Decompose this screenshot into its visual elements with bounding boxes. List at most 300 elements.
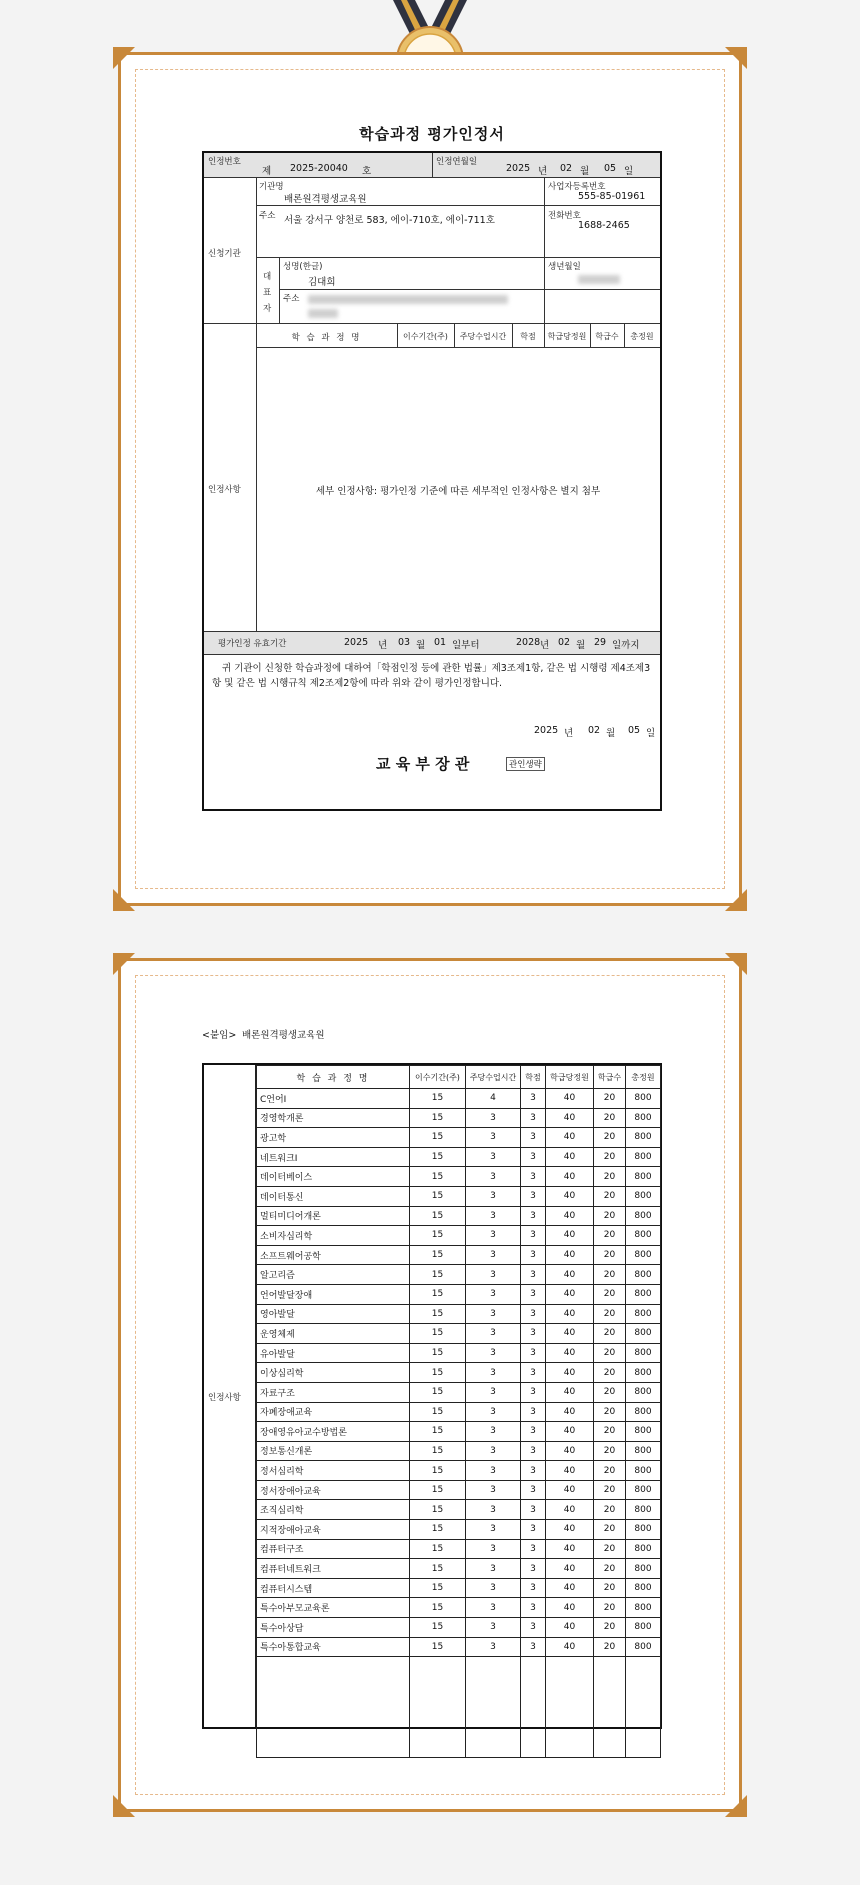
table-row <box>257 1108 661 1128</box>
course-value-cell: 15 <box>410 1108 466 1128</box>
course-value-cell: 20 <box>594 1284 626 1304</box>
cert-date-month-unit: 월 <box>580 166 590 177</box>
course-name-cell: 소비자심리학 <box>257 1226 410 1246</box>
course-value-cell: 3 <box>466 1304 521 1324</box>
phone-label: 전화번호 <box>548 211 581 221</box>
course-value-cell: 3 <box>466 1108 521 1128</box>
issue-year: 2025 <box>534 725 559 736</box>
course-value-cell: 40 <box>546 1226 594 1246</box>
course-value-cell: 15 <box>410 1167 466 1187</box>
table-row <box>257 1382 661 1402</box>
document-title: 학습과정 평가인정서 <box>359 125 505 143</box>
course-value-cell: 3 <box>466 1128 521 1148</box>
detail-note: 세부 인정사항: 평가인정 기준에 따른 세부적인 인정사항은 별지 첨부 <box>315 486 601 497</box>
course-value-cell: 3 <box>521 1422 546 1442</box>
issue-month-unit: 월 <box>606 728 616 739</box>
cert-no-prefix: 제 <box>262 166 272 177</box>
course-value-cell: 3 <box>466 1382 521 1402</box>
course-name-cell: 정서심리학 <box>257 1461 410 1481</box>
course-value-cell: 40 <box>546 1265 594 1285</box>
course-value-cell: 15 <box>410 1284 466 1304</box>
course-value-cell: 20 <box>594 1245 626 1265</box>
total-header: 총정원 <box>630 332 654 341</box>
course-name-cell: 자료구조 <box>257 1382 410 1402</box>
course-value-cell: 15 <box>410 1128 466 1148</box>
table-row <box>257 1226 661 1246</box>
birth-redacted <box>578 275 620 284</box>
course-name-cell: 장애영유아교수방법론 <box>257 1422 410 1442</box>
course-value-cell: 3 <box>466 1265 521 1285</box>
course-value-cell: 15 <box>410 1226 466 1246</box>
certificate-body <box>202 151 662 811</box>
course-value-cell: 20 <box>594 1382 626 1402</box>
table-row <box>257 1559 661 1579</box>
course-name-cell: 특수아통합교육 <box>257 1637 410 1657</box>
address-label: 주소 <box>259 211 276 221</box>
course-name-cell: 운영체제 <box>257 1324 410 1344</box>
course-value-cell: 15 <box>410 1422 466 1442</box>
table-row <box>257 1441 661 1461</box>
cert-date-month: 02 <box>560 163 573 174</box>
course-value-cell: 40 <box>546 1147 594 1167</box>
course-value-cell: 15 <box>410 1147 466 1167</box>
issue-year-unit: 년 <box>564 728 574 739</box>
course-value-cell: 40 <box>546 1598 594 1618</box>
table-row <box>257 1363 661 1383</box>
course-value-cell: 40 <box>546 1618 594 1638</box>
course-value-cell: 40 <box>546 1304 594 1324</box>
course-value-cell: 800 <box>626 1363 661 1383</box>
course-value-cell: 800 <box>626 1539 661 1559</box>
table-row <box>257 1265 661 1285</box>
course-value-cell: 3 <box>466 1559 521 1579</box>
seal: 관인생략 <box>506 757 545 771</box>
validity-from-year: 2025 <box>344 637 369 648</box>
course-value-cell: 3 <box>466 1186 521 1206</box>
cert-date-day: 05 <box>604 163 617 174</box>
issue-day: 05 <box>628 725 641 736</box>
table-row <box>257 1422 661 1442</box>
course-value-cell: 800 <box>626 1108 661 1128</box>
cert-date-year: 2025 <box>506 163 531 174</box>
course-value-cell: 3 <box>466 1343 521 1363</box>
table-row <box>257 1304 661 1324</box>
course-value-cell: 15 <box>410 1618 466 1638</box>
course-value-cell: 40 <box>546 1324 594 1344</box>
table-row <box>257 1500 661 1520</box>
phone-value: 1688-2465 <box>578 220 630 231</box>
course-value-cell: 15 <box>410 1265 466 1285</box>
attachment-recognition-label: 인정사항 <box>208 1393 241 1403</box>
course-value-cell: 3 <box>521 1618 546 1638</box>
table-row <box>257 1324 661 1344</box>
course-value-cell: 40 <box>546 1186 594 1206</box>
issue-month: 02 <box>588 725 601 736</box>
course-value-cell: 3 <box>521 1245 546 1265</box>
validity-from-month-unit: 월 <box>416 640 426 651</box>
course-value-cell: 15 <box>410 1245 466 1265</box>
validity-from-day: 01 <box>434 637 447 648</box>
course-value-cell: 20 <box>594 1422 626 1442</box>
validity-from-year-unit: 년 <box>378 640 388 651</box>
validity-to-suffix: 일까지 <box>612 640 640 651</box>
course-value-cell: 800 <box>626 1559 661 1579</box>
course-value-cell: 20 <box>594 1461 626 1481</box>
course-value-cell: 20 <box>594 1186 626 1206</box>
course-value-cell: 20 <box>594 1637 626 1657</box>
course-name-cell: 유아발달 <box>257 1343 410 1363</box>
course-value-cell: 20 <box>594 1480 626 1500</box>
attachment-header: 학급수 <box>594 1066 626 1089</box>
course-name-cell: 데이터통신 <box>257 1186 410 1206</box>
course-value-cell: 20 <box>594 1128 626 1148</box>
course-value-cell: 15 <box>410 1520 466 1540</box>
rep-address-label: 주소 <box>283 294 300 304</box>
course-value-cell: 20 <box>594 1618 626 1638</box>
course-name-cell: 지적장애아교육 <box>257 1520 410 1540</box>
course-value-cell: 3 <box>466 1284 521 1304</box>
course-value-cell: 20 <box>594 1324 626 1344</box>
course-value-cell: 3 <box>521 1108 546 1128</box>
empty-row <box>257 1657 661 1758</box>
course-value-cell: 40 <box>546 1343 594 1363</box>
course-value-cell: 3 <box>466 1539 521 1559</box>
course-value-cell: 3 <box>521 1226 546 1246</box>
course-value-cell: 3 <box>466 1500 521 1520</box>
course-value-cell: 3 <box>521 1304 546 1324</box>
course-value-cell: 15 <box>410 1559 466 1579</box>
course-value-cell: 800 <box>626 1147 661 1167</box>
validity-to-year-unit: 년 <box>540 640 550 651</box>
table-row <box>257 1402 661 1422</box>
table-row <box>257 1637 661 1657</box>
table-row <box>257 1147 661 1167</box>
course-value-cell: 800 <box>626 1284 661 1304</box>
course-name-cell: 정서장애아교육 <box>257 1480 410 1500</box>
course-name-cell: 컴퓨터구조 <box>257 1539 410 1559</box>
course-value-cell: 3 <box>521 1089 546 1109</box>
course-value-cell: 40 <box>546 1480 594 1500</box>
attachment-org: 배론원격평생교육원 <box>242 1030 325 1041</box>
course-value-cell: 3 <box>466 1402 521 1422</box>
cert-no-value: 2025-20040 <box>290 163 348 174</box>
course-value-cell: 3 <box>521 1343 546 1363</box>
course-value-cell: 800 <box>626 1382 661 1402</box>
course-value-cell: 40 <box>546 1206 594 1226</box>
course-value-cell: 3 <box>466 1461 521 1481</box>
cert-date-year-unit: 년 <box>538 166 548 177</box>
course-value-cell: 3 <box>466 1167 521 1187</box>
course-value-cell: 20 <box>594 1304 626 1324</box>
course-value-cell: 3 <box>521 1520 546 1540</box>
rep-address-redacted-2 <box>308 309 338 318</box>
course-value-cell: 3 <box>521 1206 546 1226</box>
table-row <box>257 1343 661 1363</box>
course-table <box>256 1065 661 1758</box>
validity-label: 평가인정 유효기간 <box>218 639 287 649</box>
course-value-cell: 20 <box>594 1578 626 1598</box>
course-name-cell: 데이터베이스 <box>257 1167 410 1187</box>
course-value-cell: 20 <box>594 1147 626 1167</box>
course-name-cell: C언어Ⅰ <box>257 1089 410 1109</box>
course-value-cell: 800 <box>626 1480 661 1500</box>
course-value-cell: 40 <box>546 1089 594 1109</box>
table-row <box>257 1128 661 1148</box>
course-value-cell: 800 <box>626 1226 661 1246</box>
course-value-cell: 20 <box>594 1206 626 1226</box>
course-value-cell: 3 <box>466 1226 521 1246</box>
course-value-cell: 20 <box>594 1265 626 1285</box>
classes-header: 학급수 <box>595 332 619 341</box>
course-value-cell: 15 <box>410 1206 466 1226</box>
validity-to-month-unit: 월 <box>576 640 586 651</box>
course-value-cell: 15 <box>410 1578 466 1598</box>
birth-label: 생년월일 <box>548 262 581 272</box>
biz-no-label: 사업자등록번호 <box>548 182 606 192</box>
course-value-cell: 40 <box>546 1284 594 1304</box>
course-name-cell: 알고리즘 <box>257 1265 410 1285</box>
attachment-header: 이수기간(주) <box>410 1066 466 1089</box>
course-value-cell: 15 <box>410 1500 466 1520</box>
course-value-cell: 20 <box>594 1598 626 1618</box>
rep-address-redacted <box>308 295 508 304</box>
course-value-cell: 3 <box>466 1422 521 1442</box>
course-value-cell: 15 <box>410 1598 466 1618</box>
course-value-cell: 3 <box>466 1206 521 1226</box>
table-row <box>257 1520 661 1540</box>
course-value-cell: 40 <box>546 1637 594 1657</box>
course-value-cell: 800 <box>626 1343 661 1363</box>
course-value-cell: 3 <box>466 1637 521 1657</box>
course-value-cell: 15 <box>410 1382 466 1402</box>
course-value-cell: 15 <box>410 1441 466 1461</box>
course-value-cell: 800 <box>626 1422 661 1442</box>
course-value-cell: 800 <box>626 1206 661 1226</box>
address-value: 서울 강서구 양천로 583, 에이-710호, 에이-711호 <box>284 215 495 226</box>
org-name-value: 배론원격평생교육원 <box>284 194 367 205</box>
course-value-cell: 20 <box>594 1559 626 1579</box>
course-value-cell: 40 <box>546 1520 594 1540</box>
course-value-cell: 3 <box>466 1245 521 1265</box>
rep-name-label: 성명(한글) <box>283 262 323 272</box>
course-value-cell: 800 <box>626 1461 661 1481</box>
course-value-cell: 800 <box>626 1520 661 1540</box>
course-name-cell: 조직심리학 <box>257 1500 410 1520</box>
course-value-cell: 40 <box>546 1461 594 1481</box>
course-value-cell: 20 <box>594 1441 626 1461</box>
validity-to-month: 02 <box>558 637 571 648</box>
course-value-cell: 40 <box>546 1167 594 1187</box>
issue-day-unit: 일 <box>646 728 656 739</box>
course-value-cell: 15 <box>410 1480 466 1500</box>
cert-no-suffix: 호 <box>362 166 372 177</box>
validity-from-month: 03 <box>398 637 411 648</box>
rep-label: 대표자 <box>263 272 272 314</box>
attachment-table-box <box>202 1063 662 1729</box>
course-value-cell: 40 <box>546 1402 594 1422</box>
course-value-cell: 20 <box>594 1520 626 1540</box>
course-value-cell: 20 <box>594 1343 626 1363</box>
course-value-cell: 3 <box>521 1500 546 1520</box>
course-value-cell: 800 <box>626 1578 661 1598</box>
course-value-cell: 3 <box>466 1324 521 1344</box>
course-value-cell: 3 <box>521 1637 546 1657</box>
course-value-cell: 3 <box>521 1559 546 1579</box>
course-name-cell: 자폐장애교육 <box>257 1402 410 1422</box>
issuer: 교 육 부 장 관 <box>376 755 470 773</box>
applicant-label: 신청기관 <box>208 249 241 259</box>
course-value-cell: 3 <box>521 1167 546 1187</box>
course-value-cell: 40 <box>546 1500 594 1520</box>
course-value-cell: 3 <box>521 1539 546 1559</box>
recognition-label: 인정사항 <box>208 485 241 495</box>
attachment-header: 학점 <box>521 1066 546 1089</box>
course-name-cell: 광고학 <box>257 1128 410 1148</box>
statement: 귀 기관이 신청한 학습과정에 대하여「학점인정 등에 관한 법률」제3조제1항, 같은 법 시행령 제4조제3항 및 같은 법 시행규칙 제2조제2항에 따라 위와 같이 평가인정합니다. <box>212 663 651 689</box>
course-value-cell: 40 <box>546 1108 594 1128</box>
course-value-cell: 800 <box>626 1618 661 1638</box>
course-value-cell: 3 <box>466 1520 521 1540</box>
validity-from-suffix: 일부터 <box>452 640 480 651</box>
course-value-cell: 3 <box>521 1402 546 1422</box>
course-value-cell: 3 <box>521 1284 546 1304</box>
course-value-cell: 800 <box>626 1245 661 1265</box>
course-value-cell: 3 <box>521 1147 546 1167</box>
course-value-cell: 40 <box>546 1539 594 1559</box>
course-value-cell: 3 <box>521 1265 546 1285</box>
course-value-cell: 3 <box>521 1382 546 1402</box>
attachment-header: 주당수업시간 <box>466 1066 521 1089</box>
course-value-cell: 15 <box>410 1363 466 1383</box>
course-value-cell: 800 <box>626 1167 661 1187</box>
attachment-header: 학급당정원 <box>546 1066 594 1089</box>
course-value-cell: 40 <box>546 1128 594 1148</box>
course-value-cell: 800 <box>626 1186 661 1206</box>
course-value-cell: 20 <box>594 1539 626 1559</box>
course-value-cell: 800 <box>626 1500 661 1520</box>
course-value-cell: 40 <box>546 1578 594 1598</box>
table-row <box>257 1480 661 1500</box>
course-value-cell: 4 <box>466 1089 521 1109</box>
course-name-cell: 멀티미디어개론 <box>257 1206 410 1226</box>
course-value-cell: 40 <box>546 1422 594 1442</box>
table-row <box>257 1284 661 1304</box>
course-value-cell: 15 <box>410 1343 466 1363</box>
course-value-cell: 3 <box>521 1461 546 1481</box>
attachment-frame <box>118 958 742 1812</box>
course-value-cell: 20 <box>594 1363 626 1383</box>
course-value-cell: 3 <box>466 1441 521 1461</box>
rep-name-value: 김대희 <box>308 277 336 288</box>
course-value-cell: 3 <box>466 1578 521 1598</box>
course-value-cell: 15 <box>410 1402 466 1422</box>
course-value-cell: 20 <box>594 1089 626 1109</box>
course-value-cell: 20 <box>594 1402 626 1422</box>
course-value-cell: 800 <box>626 1441 661 1461</box>
table-row <box>257 1578 661 1598</box>
course-name-cell: 특수아상담 <box>257 1618 410 1638</box>
cert-date-label: 인정연월일 <box>436 157 478 167</box>
course-value-cell: 800 <box>626 1324 661 1344</box>
credit-header: 학점 <box>520 332 536 341</box>
course-value-cell: 15 <box>410 1539 466 1559</box>
course-value-cell: 3 <box>521 1363 546 1383</box>
course-value-cell: 40 <box>546 1245 594 1265</box>
table-row <box>257 1186 661 1206</box>
course-name-cell: 영아발달 <box>257 1304 410 1324</box>
table-row <box>257 1461 661 1481</box>
table-row <box>257 1167 661 1187</box>
course-value-cell: 3 <box>521 1186 546 1206</box>
course-value-cell: 15 <box>410 1089 466 1109</box>
attachment-label: <붙임> <box>202 1030 237 1041</box>
attachment-header: 학 습 과 정 명 <box>257 1066 410 1089</box>
course-name-cell: 경영학개론 <box>257 1108 410 1128</box>
course-value-cell: 15 <box>410 1186 466 1206</box>
course-value-cell: 3 <box>521 1598 546 1618</box>
course-value-cell: 40 <box>546 1559 594 1579</box>
course-header: 학 습 과 정 명 <box>291 333 362 343</box>
validity-to-year: 2028 <box>516 637 541 648</box>
course-value-cell: 3 <box>466 1618 521 1638</box>
period-header: 이수기간(주) <box>403 332 448 341</box>
course-value-cell: 40 <box>546 1441 594 1461</box>
course-value-cell: 800 <box>626 1128 661 1148</box>
validity-to-day: 29 <box>594 637 607 648</box>
course-name-cell: 이상심리학 <box>257 1363 410 1383</box>
table-row <box>257 1539 661 1559</box>
course-value-cell: 3 <box>466 1147 521 1167</box>
course-value-cell: 3 <box>521 1578 546 1598</box>
course-value-cell: 3 <box>466 1598 521 1618</box>
weekly-hours-header: 주당수업시간 <box>459 332 507 341</box>
table-row <box>257 1206 661 1226</box>
biz-no-value: 555-85-01961 <box>578 191 646 202</box>
course-name-cell: 네트워크Ⅰ <box>257 1147 410 1167</box>
course-value-cell: 800 <box>626 1598 661 1618</box>
course-name-cell: 소프트웨어공학 <box>257 1245 410 1265</box>
course-name-cell: 컴퓨터시스템 <box>257 1578 410 1598</box>
course-value-cell: 3 <box>521 1324 546 1344</box>
table-row <box>257 1598 661 1618</box>
course-name-cell: 컴퓨터네트워크 <box>257 1559 410 1579</box>
course-value-cell: 800 <box>626 1402 661 1422</box>
per-class-header: 학급당정원 <box>547 332 587 341</box>
course-name-cell: 언어발달장애 <box>257 1284 410 1304</box>
org-name-label: 기관명 <box>259 182 284 192</box>
course-value-cell: 800 <box>626 1304 661 1324</box>
course-value-cell: 20 <box>594 1108 626 1128</box>
course-value-cell: 15 <box>410 1637 466 1657</box>
course-value-cell: 800 <box>626 1265 661 1285</box>
course-value-cell: 3 <box>521 1480 546 1500</box>
course-value-cell: 3 <box>466 1480 521 1500</box>
table-row <box>257 1245 661 1265</box>
course-value-cell: 3 <box>521 1128 546 1148</box>
course-value-cell: 20 <box>594 1167 626 1187</box>
course-value-cell: 800 <box>626 1089 661 1109</box>
certificate-frame <box>118 52 742 906</box>
course-value-cell: 3 <box>466 1363 521 1383</box>
cert-date-day-unit: 일 <box>624 166 634 177</box>
table-row <box>257 1089 661 1109</box>
course-value-cell: 15 <box>410 1461 466 1481</box>
course-value-cell: 40 <box>546 1382 594 1402</box>
course-value-cell: 800 <box>626 1637 661 1657</box>
course-value-cell: 15 <box>410 1324 466 1344</box>
course-value-cell: 20 <box>594 1500 626 1520</box>
course-value-cell: 40 <box>546 1363 594 1383</box>
